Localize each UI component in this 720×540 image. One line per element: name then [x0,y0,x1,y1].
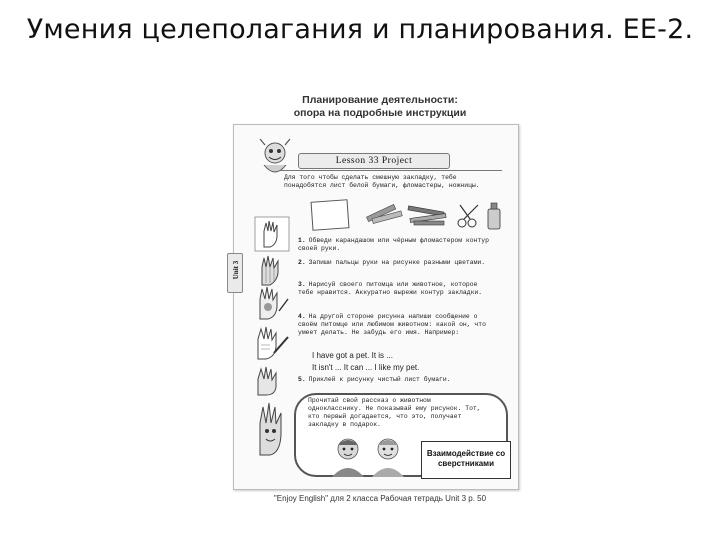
glue-icon [488,203,500,229]
colored-hand-icon [252,253,292,287]
step-4-sketch [252,323,296,363]
step-4 [298,313,494,337]
lesson-title: Lesson 33 Project [335,156,413,166]
bookmark-sketch [252,397,296,457]
pencils-icon [408,206,446,225]
intro-text: Для того чтобы сделать смешную закладку, тебе понадобятся лист белой бумаги, фломастеры, ножницы. [284,174,480,189]
step-5 [298,376,494,384]
step-2-text: Запиши пальцы руки на рисунке разными цветами. [308,259,486,266]
step-5-sketch [252,365,296,397]
step-3-text: Нарисуй своего питомца или животное, которое тебе нравится. Аккуратно вырежи контур закладки. [298,281,483,296]
banner-divider [280,170,502,171]
step-3-sketch [252,285,296,323]
markers-icon [366,204,402,223]
interaction-label: Взаимодействие со сверстниками [426,449,506,468]
step-1-number: 1. [298,237,306,244]
materials-illustration [310,199,510,235]
caption-line-2: опора на подробные инструкции [293,107,467,119]
scissors-icon [458,205,478,227]
source-footer: "Enjoy English" для 2 класса Рабочая тетрадь Unit 3 p. 50 [273,494,487,503]
example-line-2: It isn't ... It can ... I like my pet. [312,363,420,372]
step-4-text: На другой стороне рисунка напиши сообщение о своём питомце или любимом животном: какой он, что умеет делать. Не забудь его имя. Например: [298,313,486,336]
step-1-sketch [252,215,296,253]
unit-tab [227,253,243,293]
step-5-text: Приклей к рисунку чистый лист бумаги. [308,376,451,383]
caption-line-1: Планирование деятельности: [302,94,458,106]
pencil-writing-icon [252,323,292,363]
finished-bookmark-icon [252,397,296,457]
step-1 [298,237,494,253]
pet-drawing-icon [252,285,292,323]
speech-bubble-text: Прочитай свой рассказ о животном однокласснику. Не показывай ему рисунок. Тот, кто первый догадается, что это, получает закладку в подарок. [308,397,481,428]
step-1-text: Обведи карандашом или чёрным фломастером контур своей руки. [298,237,489,252]
unit-tab-label: Unit 3 [232,260,240,280]
children-illustration [324,433,414,477]
example-line-1: I have got a pet. It is ... [312,351,393,360]
step-4-number: 4. [298,313,306,320]
step-3-number: 3. [298,281,306,288]
step-2-number: 2. [298,259,306,266]
step-2 [298,259,494,267]
hand-outline-icon [252,215,292,253]
step-3 [298,281,494,297]
mascot-illustration [256,139,294,179]
interaction-callout [421,441,511,479]
step-5-number: 5. [298,376,306,383]
step-2-sketch [252,253,296,287]
worksheet-page [233,124,519,490]
glued-hand-icon [252,365,292,397]
lesson-banner [298,153,450,169]
slide-title: Умения целеполагания и планирования. ЕЕ-2. [26,14,694,45]
